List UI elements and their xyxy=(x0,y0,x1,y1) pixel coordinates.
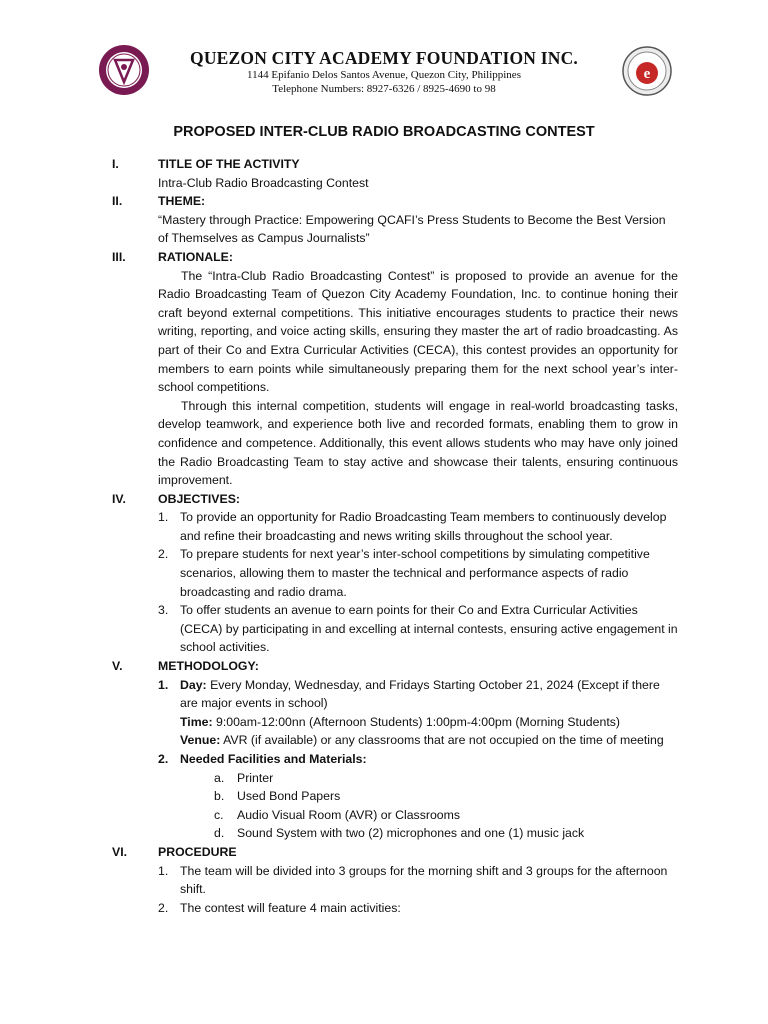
rationale-paragraph-2: Through this internal competition, students will engage in real-world broadcasting tasks, develop teamwork, and experience both live and recorded formats, enabling them to grow in confidence and competence. Additionally, this event allows students who may have only joined the Radio Broadcasting Team to stay active and showcase their talents, ensuring continuous improvement. xyxy=(158,398,678,488)
sub-item-letter: a. xyxy=(214,770,225,785)
sub-item-letter: d. xyxy=(214,826,225,841)
venue-label: Venue: xyxy=(180,733,221,748)
item-number: 2. xyxy=(158,752,169,766)
sub-item-text: Used Bond Papers xyxy=(237,789,341,804)
sub-list-item xyxy=(158,787,768,806)
sub-list-item xyxy=(158,806,768,825)
section-number: I. xyxy=(112,157,119,171)
item-text: The contest will feature 4 main activities: xyxy=(180,900,401,915)
day-label: Day: xyxy=(180,677,207,692)
item-number: 1. xyxy=(158,677,169,692)
item-number: 2. xyxy=(158,900,169,915)
sub-list-item xyxy=(158,769,768,788)
sub-item-text: Printer xyxy=(237,770,274,785)
item-text: To prepare students for next year’s inter-school competitions by simulating competitive scenarios, allowing them to master the technical and performance aspects of radio broadcasting and radio drama. xyxy=(180,547,650,599)
list-item xyxy=(158,545,678,601)
theme-text: “Mastery through Practice: Empowering QCAFI’s Press Students to Become the Best Version of Themselves as Campus Journalists” xyxy=(158,212,666,246)
section-heading: THEME: xyxy=(158,194,206,209)
section-rationale xyxy=(0,248,768,490)
day-text: Every Monday, Wednesday, and Fridays Starting October 21, 2024 (Except if there are major events in school) xyxy=(180,677,660,711)
sub-item-letter: c. xyxy=(214,807,224,822)
item-text: To provide an opportunity for Radio Broadcasting Team members to continuously develop and refine their broadcasting and news writing skills throughout the school year. xyxy=(180,510,667,543)
item-number: 3. xyxy=(158,603,169,618)
org-telephone: Telephone Numbers: 8927-6326 / 8925-4690 to 98 xyxy=(272,83,496,95)
section-heading: RATIONALE: xyxy=(158,249,233,264)
venue-text: AVR (if available) or any classrooms that are not occupied on the time of meeting xyxy=(223,733,664,748)
section-methodology xyxy=(0,657,768,843)
sub-item-text: Sound System with two (2) microphones and one (1) music jack xyxy=(237,826,585,841)
section-number: V. xyxy=(112,659,123,674)
section-theme xyxy=(0,192,768,248)
list-item xyxy=(158,862,678,899)
document-body xyxy=(0,155,768,917)
list-item xyxy=(158,601,678,657)
letterhead xyxy=(0,44,768,104)
section-heading: TITLE OF THE ACTIVITY xyxy=(158,157,300,171)
list-item xyxy=(158,508,678,545)
section-procedure xyxy=(0,843,768,917)
activity-title: Intra-Club Radio Broadcasting Contest xyxy=(158,175,369,190)
org-name: QUEZON CITY ACADEMY FOUNDATION INC. xyxy=(190,48,578,68)
time-text: 9:00am-12:00nn (Afternoon Students) 1:00pm-4:00pm (Morning Students) xyxy=(216,714,620,729)
section-heading: PROCEDURE xyxy=(158,844,237,859)
document-title: PROPOSED INTER-CLUB RADIO BROADCASTING CONTEST xyxy=(173,124,595,140)
rationale-paragraph-1: The “Intra-Club Radio Broadcasting Contest” is proposed to provide an avenue for the Radio Broadcasting Team of Quezon City Academy Foundation, Inc. to continue honing their craft beyond external competitions. This initiative encourages students to practice their news writing, reporting, and voice acting skills, ensuring they master the art of radio broadcasting. As part of their Co and Extra Curricular Activities (CECA), this contest provides an opportunity for members to earn points while simultaneously preparing them for the next school year’s inter-school competitions. xyxy=(158,268,678,395)
item-text: The team will be divided into 3 groups for the morning shift and 3 groups for the afternoon shift. xyxy=(180,863,668,897)
svg-text:e: e xyxy=(643,66,651,82)
section-number: VI. xyxy=(112,844,128,859)
item-number: 2. xyxy=(158,547,169,562)
section-heading: METHODOLOGY: xyxy=(158,659,259,674)
sub-list-item xyxy=(158,824,768,843)
section-title-of-activity xyxy=(0,155,768,192)
section-objectives xyxy=(0,490,768,657)
sub-item-text: Audio Visual Room (AVR) or Classrooms xyxy=(237,807,461,822)
org-address: 1144 Epifanio Delos Santos Avenue, Quezon City, Philippines xyxy=(247,69,521,81)
sub-item-letter: b. xyxy=(214,789,225,804)
time-label: Time: xyxy=(180,714,213,729)
facilities-label: Needed Facilities and Materials: xyxy=(180,752,367,766)
item-text: To offer students an avenue to earn points for their Co and Extra Curricular Activities (CECA) by participating in and excelling at internal contests, ensuring active engagement in school activities. xyxy=(180,603,678,655)
section-number: IV. xyxy=(112,491,126,506)
section-number: II. xyxy=(112,194,123,209)
section-heading: OBJECTIVES: xyxy=(158,491,240,506)
list-item xyxy=(158,899,678,918)
list-item-facilities xyxy=(158,750,678,769)
item-number: 1. xyxy=(158,863,169,878)
club-logo xyxy=(622,46,672,96)
section-number: III. xyxy=(112,249,126,264)
list-item-schedule xyxy=(158,676,678,750)
item-number: 1. xyxy=(158,510,169,525)
